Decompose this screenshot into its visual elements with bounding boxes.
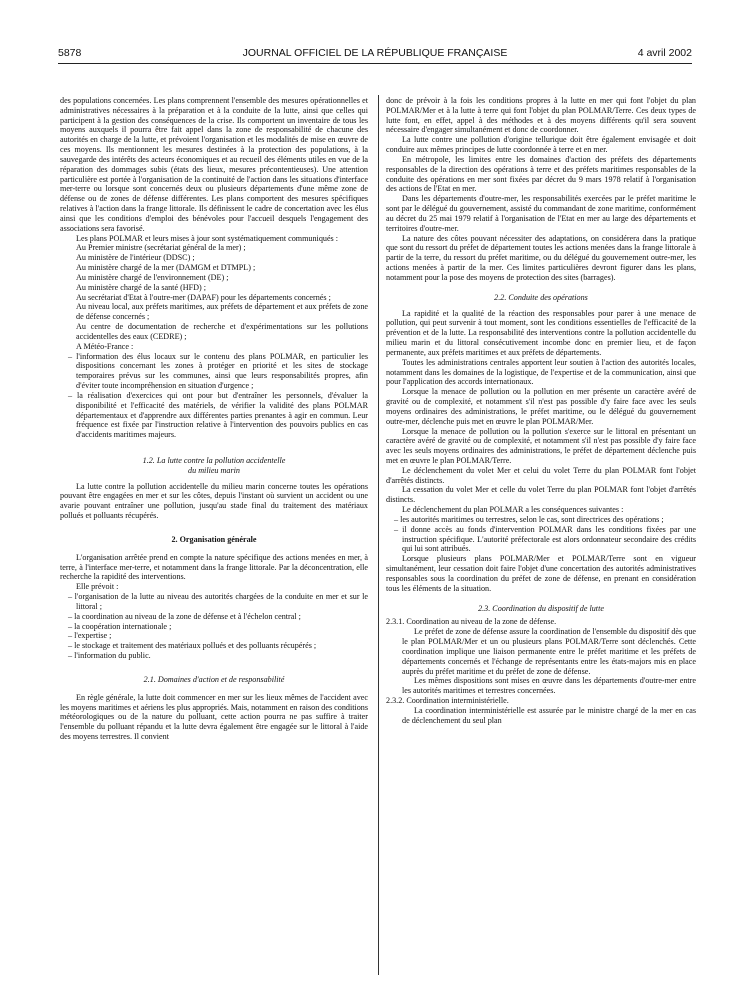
section-heading: 2.3. Coordination du dispositif de lutte (478, 603, 604, 613)
list-item: Au ministère chargé de la mer (DAMGM et DTMPL) ; (76, 263, 256, 273)
header-rule (58, 63, 692, 64)
list-item: Au ministère chargé de l'environnement (DE) ; (76, 272, 229, 282)
paragraph: Elle prévoit : (76, 582, 119, 592)
dash-item: – l'expertise ; (68, 631, 112, 641)
paragraph: Les mêmes dispositions sont mises en œuvre dans les départements d'outre-mer entre les autorités maritimes et terrestres concernées. (402, 676, 696, 696)
paragraph: La nature des côtes pouvant nécessiter des adaptations, on considérera dans la pratique que sont du ressort du préfet de département toutes les actions menées dans la frange littorale à partir de la terre, du ressort du préfet maritime, ou du délégué du gouvernement outre-mer, les actions menées à partir de la mer. Ces limites particulières devront figurer dans les plans, notamment pour la pose des moyens de protection des sites (barrages). (386, 233, 696, 282)
paragraph: Le déclenchement du plan POLMAR a les conséquences suivantes : (402, 505, 624, 515)
dash-item: – la réalisation d'exercices qui ont pour but d'entraîner les personnels, d'évaluer la disponibilité et l'efficacité des matériels, de vérifier la validité des plans POLMAR départementaux et d'apprendre aux différentes parties prenantes à agir en commun. Leur fréquence est fixée par l'instruction relative à l'intervention des pouvoirs publics en cas d'accidents maritimes majeurs. (68, 390, 368, 440)
page-header (58, 47, 692, 61)
paragraph: En règle générale, la lutte doit commencer en mer sur les lieux mêmes de l'accident avec les moyens maritimes et aériens les plus appropriés. Mais, notamment en raison des conditions météorologiques ou de la nature du polluant, cette action pourra ne pas suffire à traiter l'ensemble du polluant répandu et la lutte devra également être engagée sur le littoral à l'aide des moyens terrestres. Il convient (60, 692, 369, 742)
dash-item: – l'organisation de la lutte au niveau des autorités chargées de la conduite en mer et sur le littoral ; (68, 592, 368, 611)
section-heading: 2.1. Domaines d'action et de responsabilité (143, 674, 285, 684)
dash-item: – l'information du public. (68, 651, 151, 661)
paragraph: La rapidité et la qualité de la réaction des responsables pour parer à une menace de pollution, qui peut survenir à tout moment, sont les conditions essentielles de l'efficacité de la prévention et de la lutte. La responsabilité des interventions contre la pollution accidentelle du milieu marin et du littoral consécutivement incombe donc en premier lieu, et de façon permanente, aux préfets maritimes et aux préfets de départements. (386, 308, 696, 357)
paragraph: Le déclenchement du volet Mer et celui du volet Terre du plan POLMAR font l'objet d'arrêtés distincts. (386, 465, 696, 485)
list-item: A Météo-France : (76, 341, 134, 351)
section-heading-line: du milieu marin (188, 465, 240, 475)
column-divider (378, 95, 379, 975)
paragraph: La coordination interministérielle est assurée par le ministre chargé de la mer en cas de déclenchement du seul plan (402, 705, 696, 725)
dash-item: – le stockage et traitement des matériaux pollués et des polluants récupérés ; (68, 641, 317, 651)
issue-date: 4 avril 2002 (637, 47, 692, 59)
section-heading: 2.2. Conduite des opérations (494, 292, 588, 302)
paragraph: La cessation du volet Mer et celle du volet Terre du plan POLMAR font l'objet d'arrêtés distincts. (386, 485, 696, 505)
list-item: Au ministère chargé de la santé (HFD) ; (76, 282, 207, 292)
paragraph: La lutte contre la pollution accidentelle du milieu marin concerne toutes les opérations pouvant être engagées en mer et sur les côtes, depuis l'instant où survient un accident ou une avarie pouvant entraîner une pollution, jusqu'au stade final du traitement des matériaux pollués et polluants récupérés. (60, 481, 368, 521)
list-item: Au Premier ministre (secrétariat général de la mer) ; (76, 243, 246, 253)
paragraph: En métropole, les limites entre les domaines d'action des préfets des départements responsables de la direction des opérations à terre et des préfets maritimes responsables de la conduite des opérations en mer sont fixées par décret du 9 mars 1978 relatif à l'organisation des actions de l'Etat en mer. (386, 154, 696, 194)
paragraph: Toutes les administrations centrales apportent leur soutien à l'action des autorités locales, notamment dans les domaines de la logistique, de l'expertise et de la communication, ainsi que pour l'application des accords internationaux. (386, 357, 696, 387)
paragraph: donc de prévoir à la fois les conditions propres à la lutte en mer qui font l'objet du plan POLMAR/Mer et à la lutte à terre qui font l'objet du plan POLMAR/Terre. Ces deux types de lutte font, en effet, appel à des méthodes et à des moyens différents qu'il sera souvent nécessaire d'engager simultanément et donc de coordonner. (386, 96, 696, 135)
paragraph: Lorsque la menace de pollution ou la pollution s'exerce sur le littoral en présentant un caractère avéré de gravité ou de complexité, et notamment s'il n'est pas possible d'y faire face avec les seuls moyens ordinaires des administrations, le préfet de département déclenche puis met en œuvre le plan POLMAR/Terre. (386, 426, 696, 465)
dash-item: – la coordination au niveau de la zone de défense et à l'échelon central ; (68, 611, 301, 621)
section-heading (60, 456, 368, 476)
paragraph: La lutte contre une pollution d'origine tellurique doit être également envisagée et doit conduire aux mêmes principes de lutte coordonnée à terre et en mer. (386, 135, 696, 155)
subsection-heading: 2.3.2. Coordination interministérielle. (386, 696, 509, 706)
left-column (60, 96, 368, 742)
paragraph: Lorsque plusieurs plans POLMAR/Mer et POLMAR/Terre sont en vigueur simultanément, leur cessation doit faire l'objet d'une concertation des autorités administratives responsables sous la coordination du préfet de zone de défense, en prenant en considération tous les éléments de la situation. (386, 554, 696, 593)
page-number: 5878 (58, 47, 82, 59)
paragraph: Lorsque la menace de pollution ou la pollution en mer présente un caractère avéré de gravité ou de complexité, et notamment s'il n'est pas possible d'y faire face avec les seuls moyens ordinaires des administrations, le préfet maritime, ou le délégué du gouvernement outre-mer, déclenche puis met en œuvre le plan POLMAR/Mer. (386, 387, 696, 426)
subsection-heading: 2.3.1. Coordination au niveau de la zone de défense. (386, 617, 557, 627)
list-item: Au secrétariat d'Etat à l'outre-mer (DAPAF) pour les départements concernés ; (76, 292, 331, 302)
dash-item: – l'information des élus locaux sur le contenu des plans POLMAR, en particulier les dispositions concernant les zones à protéger en priorité et les sites de stockage temporaires prévus sur les communes, ainsi que leurs responsabilités propres, afin d'éviter toute incompréhension en situation d'urgence ; (68, 351, 368, 391)
dash-item: – il donne accès au fonds d'intervention POLMAR dans les conditions fixées par une instruction spécifique. L'autorité préfectorale est alors ordonnateur secondaire des crédits qui lui sont attribués. (394, 524, 696, 554)
section-heading: 2. Organisation générale (171, 534, 257, 544)
list-item: Au centre de documentation de recherche et d'expérimentations sur les pollutions accidentelles des eaux (CEDRE) ; (76, 322, 368, 341)
paragraph: Le préfet de zone de défense assure la coordination de l'ensemble du dispositif dès que le plan POLMAR/Mer et un ou plusieurs plans POLMAR/Terre sont déclenchés. Cette coordination implique une liaison permanente entre le préfet maritime et les préfets de départements concernés et l'échange de représentants entre les états-majors mis en place auprès du préfet maritime et du préfet de zone de défense. (402, 627, 696, 676)
paragraph: des populations concernées. Les plans comprennent l'ensemble des mesures opérationnelles et administratives nécessaires à la préparation et à la conduite de la lutte, ainsi que celles qui participent à la gestion des conséquences de la crise. Ils comportent un inventaire de tous les moyens auxquels il pourra être fait appel dans la zone de responsabilité de chacune des autorités en charge de la lutte, et prévoient l'organisation et les modalités de mise en œuvre de ces moyens. Ils mentionnent les mesures destinées à la protection des populations, à la sauvegarde des intérêts des acteurs économiques et au recueil des éléments utiles en vue de la réparation des dommages subis (états des lieux, mesures précontentieuses). Une attention particulière est portée à l'organisation de la continuité de l'action dans les situations d'interface mer-terre ou lorsque sont concernés deux ou plusieurs départements d'une même zone de défense ou de zones de défense différentes. Les plans comportent des mesures spécifiques relatives à l'action dans la frange littorale. Ils définissent le cadre de concertation avec les élus ainsi que les conditions d'emploi des bénévoles pour l'accueil desquels l'engagement des associations sera favorisé. (60, 96, 368, 233)
section-heading-line: 1.2. La lutte contre la pollution accidentelle (142, 455, 286, 465)
list-item: Au ministère de l'intérieur (DDSC) ; (76, 253, 195, 263)
list-item: Au niveau local, aux préfets maritimes, aux préfets de département et aux préfets de zone de défense concernés ; (76, 302, 368, 322)
dash-item: – la coopération internationale ; (68, 621, 172, 631)
dash-item: – les autorités maritimes ou terrestres, selon le cas, sont directrices des opérations ; (394, 514, 664, 524)
journal-title: JOURNAL OFFICIEL DE LA RÉPUBLIQUE FRANÇAISE (242, 47, 508, 59)
right-column (386, 96, 696, 726)
paragraph: L'organisation arrêtée prend en compte la nature spécifique des actions menées en mer, à terre, à l'interface mer-terre, et notamment dans la frange littorale. Par la déconcentration, elle recherche la rapidité des interventions. (60, 552, 368, 582)
paragraph: Les plans POLMAR et leurs mises à jour sont systématiquement communiqués : (76, 233, 338, 243)
paragraph: Dans les départements d'outre-mer, les responsabilités exercées par le préfet maritime le sont par le délégué du gouvernement, assisté du commandant de zone maritime, conformément au décret du 25 mai 1979 relatif à l'organisation de l'Etat en mer au large des départements et territoires d'outre-mer. (386, 194, 696, 233)
